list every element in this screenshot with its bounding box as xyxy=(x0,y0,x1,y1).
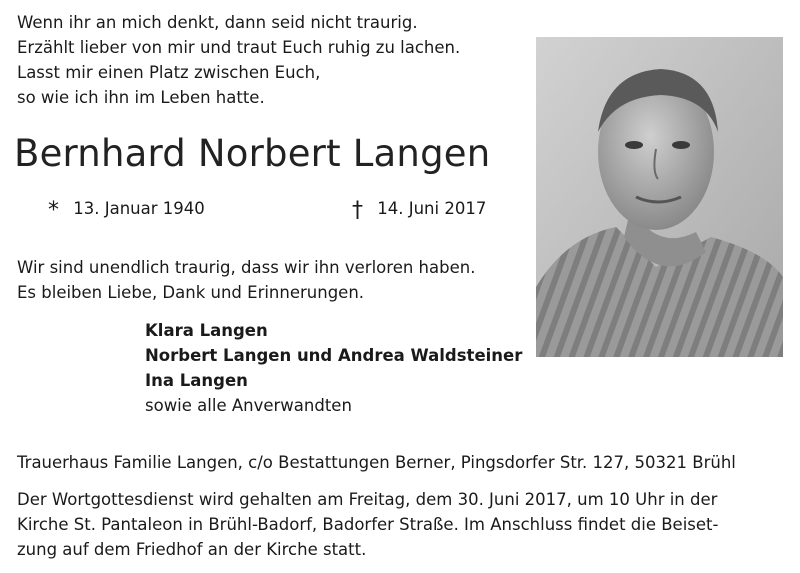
tribute-text xyxy=(17,255,475,305)
service-info xyxy=(17,487,718,562)
poem xyxy=(17,10,460,110)
birth-star-icon: * xyxy=(48,198,59,223)
mourner-name: Ina Langen xyxy=(145,371,248,390)
service-line: Der Wortgottesdienst wird gehalten am Freitag, dem 30. Juni 2017, um 10 Uhr in der xyxy=(17,490,718,509)
birth-date-line xyxy=(48,198,205,223)
poem-line: Lasst mir einen Platz zwischen Euch, xyxy=(17,63,321,82)
death-date: 14. Juni 2017 xyxy=(377,199,487,218)
poem-line: so wie ich ihn im Leben hatte. xyxy=(17,88,265,107)
deceased-name: Bernhard Norbert Langen xyxy=(14,132,491,175)
tribute-line: Es bleiben Liebe, Dank und Erinnerungen. xyxy=(17,283,365,302)
tribute-line: Wir sind unendlich traurig, dass wir ihn verloren haben. xyxy=(17,258,476,277)
mourner-name: Klara Langen xyxy=(145,321,268,340)
birth-date: 13. Januar 1940 xyxy=(73,199,205,218)
poem-line: Wenn ihr an mich denkt, dann seid nicht traurig. xyxy=(17,13,418,32)
portrait-photo-drawing xyxy=(536,37,783,357)
death-cross-icon: † xyxy=(352,198,363,223)
mourners-list xyxy=(145,318,522,418)
relatives-note: sowie alle Anverwandten xyxy=(145,396,352,415)
service-line: zung auf dem Friedhof an der Kirche statt. xyxy=(17,540,367,559)
mourning-house-address: Trauerhaus Familie Langen, c/o Bestattungen Berner, Pingsdorfer Str. 127, 50321 Brühl xyxy=(17,453,736,472)
poem-line: Erzählt lieber von mir und traut Euch ruhig zu lachen. xyxy=(17,38,461,57)
death-date-line xyxy=(352,198,487,223)
mourner-name: Norbert Langen und Andrea Waldsteiner xyxy=(145,346,523,365)
service-line: Kirche St. Pantaleon in Brühl-Badorf, Badorfer Straße. Im Anschluss findet die Beiset- xyxy=(17,515,719,534)
portrait-photo xyxy=(536,37,783,357)
